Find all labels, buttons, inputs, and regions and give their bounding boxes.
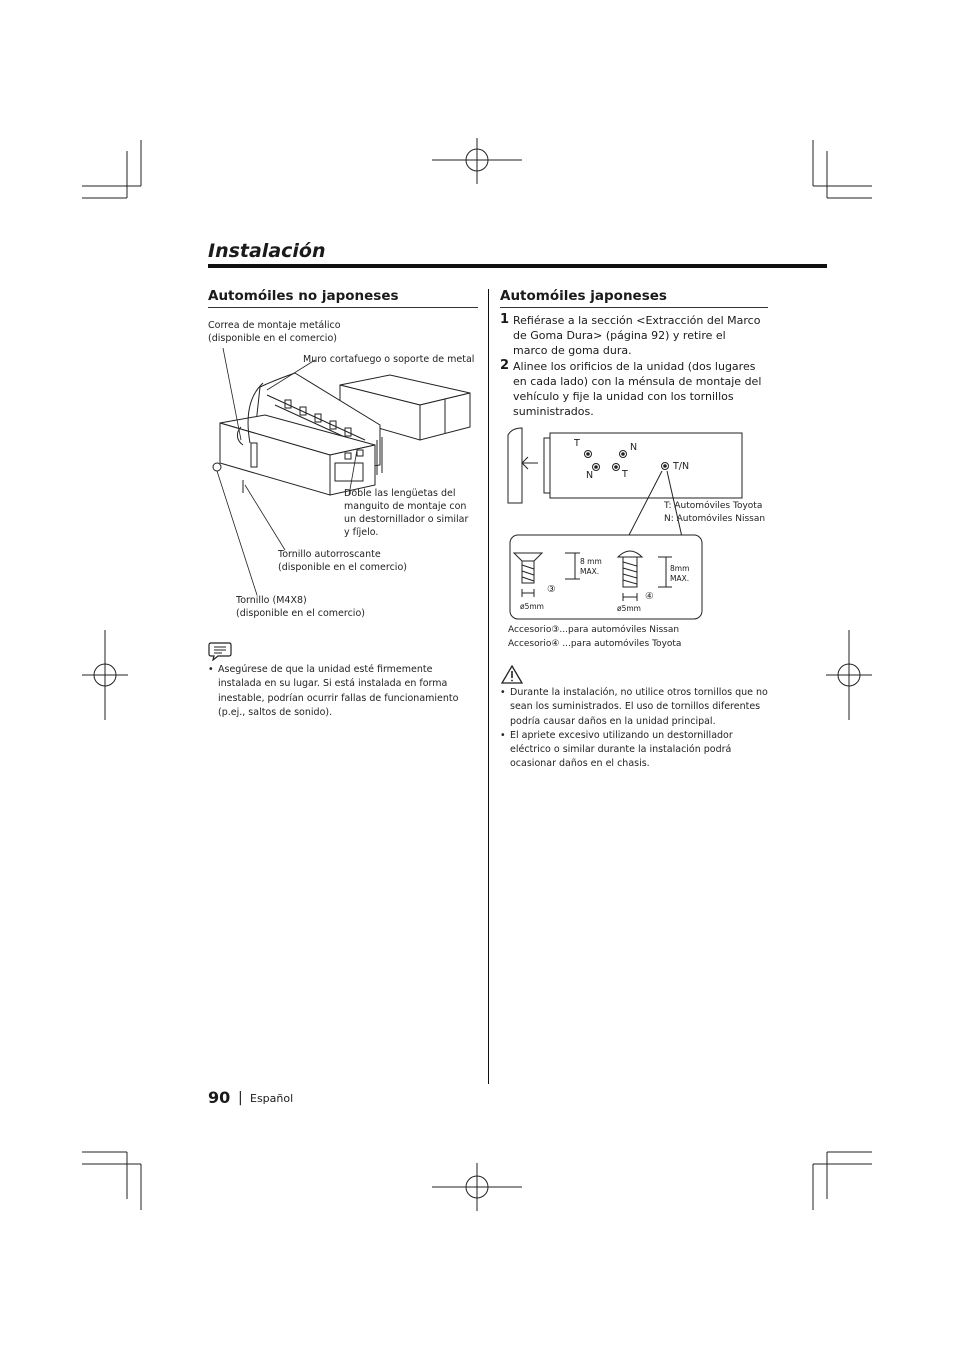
- hole-label-n2: N: [586, 470, 594, 481]
- warning-triangle-icon: [501, 665, 523, 684]
- legend-toyota: T: Automóviles Toyota: [664, 501, 763, 511]
- left-notes: [208, 663, 472, 720]
- m4x8-screw-label: Tornillo (M4X8) (disponible en el comercio): [236, 595, 365, 619]
- accessory-list: [508, 623, 681, 651]
- column-divider: [488, 289, 489, 1084]
- note-item: • Asegúrese de que la unidad esté firmemente instalada en su lugar. Si está instalada en forma inestable, podrían ocurrir fallas de funcionamiento (p.ej., saltos de sonido).: [208, 663, 472, 720]
- screw-4-number: ④: [645, 591, 654, 602]
- footer-separator: |: [238, 1090, 243, 1106]
- strap-label: Correa de montaje metálico (disponible en el comercio): [208, 320, 341, 344]
- left-heading: Automóiles no japoneses: [208, 288, 399, 304]
- left-heading-rule: [208, 307, 478, 308]
- warning-item: • Durante la instalación, no utilice otros tornillos que no sean los suministrados. El uso de tornillos diferentes podría causar daños en la unidad principal.: [500, 686, 770, 729]
- footer-language: Español: [250, 1092, 294, 1105]
- step-2-text: Alinee los orificios de la unidad (dos lugares en cada lado) con la ménsula de montaje del vehículo y fije la unidad con los tornillos suministrados.: [513, 360, 762, 418]
- step-1-number: 1: [500, 312, 510, 327]
- self-tapping-screw-label: Tornillo autorroscante (disponible en el comercio): [278, 549, 407, 573]
- legend-nissan: N: Automóviles Nissan: [664, 514, 766, 524]
- bend-tabs-label: Doble las lengüetas del manguito de montaje con un destornillador o similar y fíjelo.: [344, 488, 469, 538]
- accessory-3: Accesorio③...para automóviles Nissan: [508, 625, 680, 635]
- page-number: 90: [208, 1088, 231, 1107]
- hole-label-n1: N: [630, 442, 638, 453]
- screw-3-length: 8 mm MAX.: [580, 557, 602, 576]
- warning-item: • El apriete excesivo utilizando un destornillador eléctrico o similar durante la instalación podrá ocasionar daños en el chasis.: [500, 729, 770, 772]
- warnings-list: [500, 686, 770, 772]
- screw-4-length: 8mm MAX.: [670, 564, 690, 583]
- note-speech-icon: [208, 641, 232, 661]
- page-title: Instalación: [208, 240, 326, 262]
- step-1-text: Refiérase a la sección <Extracción del Marco de Goma Dura> (página 92) y retire el marco de goma dura.: [513, 314, 761, 357]
- hole-label-tn: T/N: [673, 461, 690, 472]
- hole-label-t2: T: [622, 469, 628, 480]
- screw-4-diameter: ø5mm: [617, 604, 641, 613]
- accessory-4: Accesorio④ ...para automóviles Toyota: [508, 639, 682, 649]
- hole-label-t1: T: [574, 438, 580, 449]
- screw-3-diameter: ø5mm: [520, 602, 544, 611]
- right-heading-rule: [500, 307, 768, 308]
- screw-3-number: ③: [547, 584, 556, 595]
- firewall-label: Muro cortafuego o soporte de metal: [303, 354, 475, 365]
- title-rule: [208, 264, 827, 268]
- mounting-illustration: [205, 345, 480, 625]
- step-2-number: 2: [500, 358, 510, 373]
- right-heading: Automóiles japoneses: [500, 288, 667, 304]
